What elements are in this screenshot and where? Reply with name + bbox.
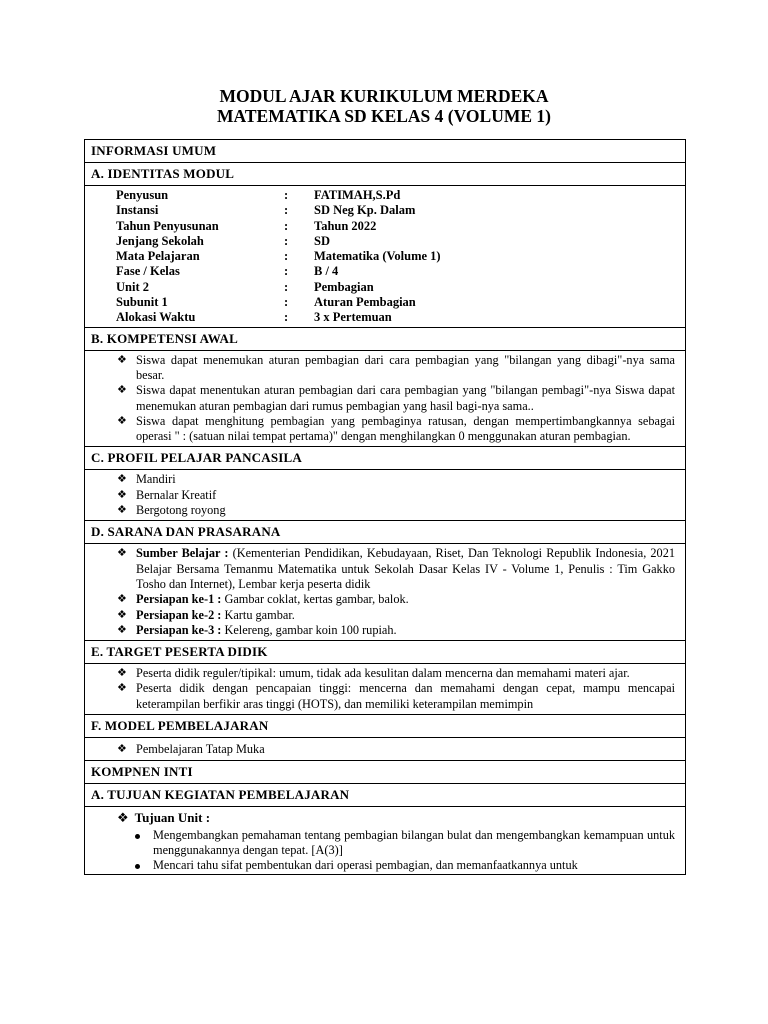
item-label: Persiapan ke-2 : (136, 607, 222, 622)
identitas-value: B / 4 (314, 264, 339, 279)
identitas-key: Unit 2 (116, 279, 149, 294)
item-label: Sumber Belajar : (136, 546, 229, 561)
tujuan-kegiatan-section (85, 807, 685, 874)
identitas-row (116, 219, 685, 234)
list-item: ❖ Siswa dapat menentukan aturan pembagian dari cara pembagian yang "bilangan pembagi"-nya Siswa dapat menemukan aturan pembagian dari rumus pembagian yang hasil bagi-nya sama.. (117, 383, 675, 414)
item-text: Kartu gambar. (221, 607, 295, 622)
colon: : (284, 279, 289, 294)
title-line-2: MATEMATIKA SD KELAS 4 (VOLUME 1) (217, 106, 551, 126)
identitas-value: SD (314, 233, 330, 248)
profil-pelajar-header: C. PROFIL PELAJAR PANCASILA (85, 447, 685, 470)
list-item: ❖ Siswa dapat menemukan aturan pembagian dari cara pembagian yang "bilangan yang dibagi"-nya sama besar. (117, 353, 675, 384)
item-label: Persiapan ke-1 : (136, 592, 222, 607)
komponen-inti-header: KOMPNEN INTI (85, 761, 685, 784)
list-item (117, 592, 675, 607)
profil-pelajar-section (85, 470, 685, 521)
colon: : (284, 218, 289, 233)
list-item (117, 608, 675, 623)
identitas-modul-section (85, 186, 685, 328)
tujuan-kegiatan-header: A. TUJUAN KEGIATAN PEMBELAJARAN (85, 784, 685, 807)
list-item (117, 546, 675, 592)
item-text: Kelereng, gambar koin 100 rupiah. (221, 622, 397, 637)
colon: : (284, 233, 289, 248)
list-item: ❖ Bergotong royong (117, 503, 675, 518)
model-pembelajaran-section (85, 738, 685, 761)
identitas-key: Subunit 1 (116, 295, 168, 310)
document-title (0, 86, 768, 126)
identitas-row (116, 203, 685, 218)
target-peserta-header: E. TARGET PESERTA DIDIK (85, 641, 685, 664)
module-table (84, 139, 686, 875)
item-label: Persiapan ke-3 : (136, 622, 222, 637)
colon: : (284, 188, 289, 202)
sarana-prasarana-section (85, 544, 685, 641)
item-text: Gambar coklat, kertas gambar, balok. (221, 592, 409, 607)
informasi-umum-header: INFORMASI UMUM (85, 140, 685, 163)
list-item: Mengembangkan pemahaman tentang pembagian bilangan bulat dan mengembangkan kemampuan untuk menggunakannya dengan tepat. [A(3)] (133, 828, 675, 859)
identitas-row (116, 295, 685, 310)
title-line-1: MODUL AJAR KURIKULUM MERDEKA (219, 86, 549, 106)
colon: : (284, 264, 289, 279)
identitas-key: Fase / Kelas (116, 264, 180, 279)
identitas-value: Matematika (Volume 1) (314, 249, 441, 264)
identitas-row (116, 264, 685, 279)
colon: : (284, 295, 289, 310)
identitas-key: Mata Pelajaran (116, 249, 200, 264)
item-text: (Kementerian Pendidikan, Kebudayaan, Riset, Dan Teknologi Republik Indonesia, 2021 Belajar Bersama Temanmu Matematika untuk Sekolah Dasar Kelas IV - Volume 1, Penulis : Tim Gakko Tosho dan Internet), Lembar kerja peserta didik (136, 546, 675, 591)
identitas-value: FATIMAH,S.Pd (314, 188, 401, 202)
colon: : (284, 310, 289, 325)
sarana-prasarana-header: D. SARANA DAN PRASARANA (85, 521, 685, 544)
identitas-row (116, 280, 685, 295)
identitas-value: Tahun 2022 (314, 218, 377, 233)
identitas-key: Instansi (116, 203, 159, 218)
identitas-key: Alokasi Waktu (116, 310, 196, 325)
colon: : (284, 203, 289, 218)
identitas-key: Jenjang Sekolah (116, 233, 204, 248)
list-item: ❖ Mandiri (117, 472, 675, 487)
identitas-value: Pembagian (314, 279, 374, 294)
identitas-key: Penyusun (116, 188, 169, 202)
identitas-value: SD Neg Kp. Dalam (314, 203, 416, 218)
tujuan-unit-label: Tujuan Unit : (134, 810, 211, 826)
list-item (117, 623, 675, 638)
target-peserta-section (85, 664, 685, 715)
identitas-value: Aturan Pembagian (314, 295, 416, 310)
list-item: ❖ Peserta didik reguler/tipikal: umum, tidak ada kesulitan dalam mencerna dan memahami materi ajar. (117, 666, 675, 681)
identitas-key: Tahun Penyusunan (116, 218, 219, 233)
identitas-row (116, 249, 685, 264)
list-item: ❖ Siswa dapat menghitung pembagian yang pembaginya ratusan, dengan mempertimbangkannya sebagai operasi " : (satuan nilai tempat pertama)" dengan menghilangkan 0 menggunakan aturan pembagian. (117, 414, 675, 445)
kompetensi-awal-header: B. KOMPETENSI AWAL (85, 328, 685, 351)
list-item: ❖ Bernalar Kreatif (117, 488, 675, 503)
list-item: ❖ Pembelajaran Tatap Muka (117, 742, 675, 757)
identitas-row (116, 310, 685, 325)
identitas-modul-header: A. IDENTITAS MODUL (85, 163, 685, 186)
identitas-row (116, 188, 685, 203)
tujuan-unit-heading (85, 807, 685, 827)
list-item: Mencari tahu sifat pembentukan dari operasi pembagian, dan memanfaatkannya untuk (133, 858, 675, 873)
colon: : (284, 249, 289, 264)
kompetensi-awal-section (85, 351, 685, 448)
diamond-bullet-icon: ❖ (117, 810, 129, 826)
model-pembelajaran-header: F. MODEL PEMBELAJARAN (85, 715, 685, 738)
identitas-row (116, 234, 685, 249)
identitas-value: 3 x Pertemuan (314, 310, 392, 325)
list-item: ❖ Peserta didik dengan pencapaian tinggi: mencerna dan memahami dengan cepat, mampu mencapai keterampilan berfikir aras tinggi (HOTS), dan memiliki keterampilan memimpin (117, 681, 675, 712)
